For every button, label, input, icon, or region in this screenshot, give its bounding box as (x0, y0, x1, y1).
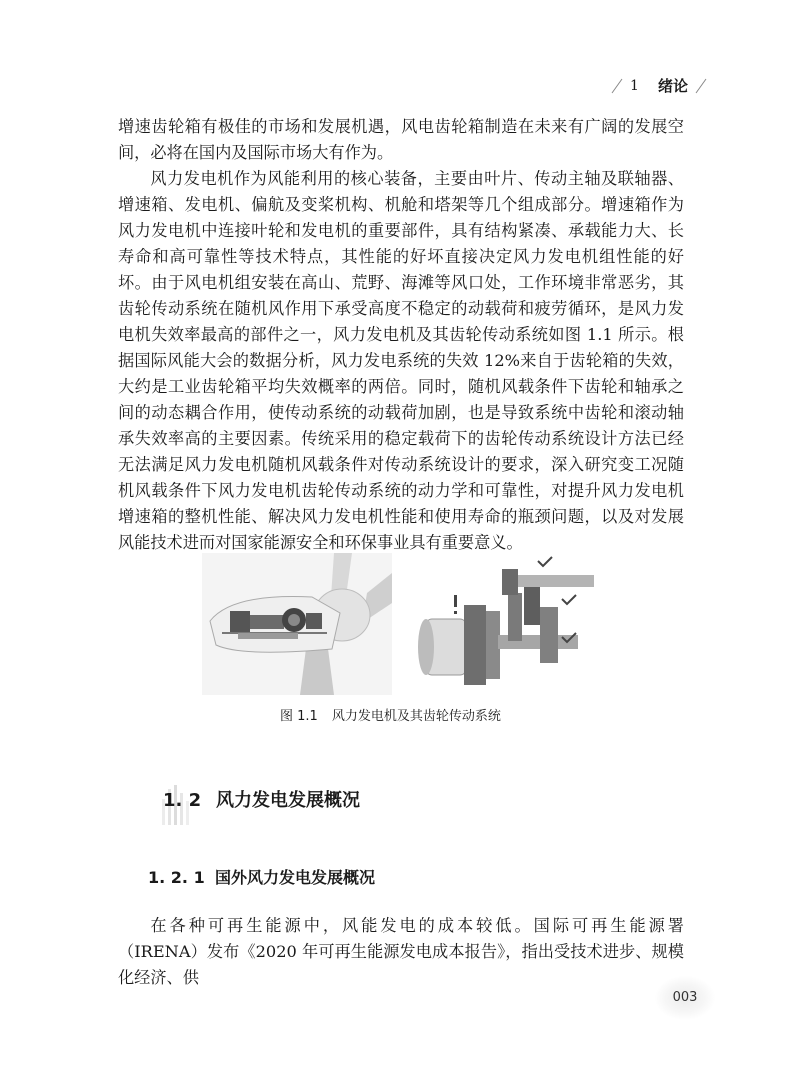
subsection-title: 国外风力发电发展概况 (215, 868, 376, 887)
gear-transmission-icon (412, 555, 602, 693)
chapter-number: 1 (630, 78, 639, 94)
figure-caption (280, 708, 580, 726)
wind-turbine-nacelle-icon (202, 553, 392, 695)
paragraph: 在各种可再生能源中，风能发电的成本较低。国际可再生能源署（IRENA）发布《2020 年可再生能源发电成本报告》，指出受技术进步、规模化经济、供 (118, 916, 684, 987)
paragraph: 风力发电机作为风能利用的核心装备，主要由叶片、传动主轴及联轴器、增速箱、发电机、偏航及变桨机构、机舱和塔架等几个组成部分。增速箱作为风力发电机中连接叶轮和发电机的重要部件，具有结构紧凑、承载能力大、长寿命和高可靠性等技术特点，其性能的好坏直接决定风力发电机组性能的好坏。由于风电机组安装在高山、荒野、海滩等风口处，工作环境非常恶劣，其齿轮传动系统在随机风作用下承受高度不稳定的动载荷和疲劳循环，是风力发电机失效率最高的部件之一，风力发电机及其齿轮传动系统如图 1.1 所示。根据国际风能大会的数据分析，风力发电系统的失效 12%来自于齿轮箱的失效，大约是工业齿轮箱平均失效概率的两倍。同时，随机风载条件下齿轮和轴承之间的动态耦合作用，使传动系统的动载荷加剧，也是导致系统中齿轮和滚动轴承失效率高的主要因素。传统采用的稳定载荷下的齿轮传动系统设计方法已经无法满足风力发电机随机风载条件对传动系统设计的要求，深入研究变工况随机风载条件下风力发电机齿轮传动系统的动力学和可靠性，对提升风力发电机增速箱的整机性能、解决风力发电机性能和使用寿命的瓶颈问题，以及对发展风能技术进而对国家能源安全和环保事业具有重要意义。 (118, 169, 684, 552)
section-number: 1. 2 (163, 790, 202, 811)
section-heading (130, 785, 530, 825)
paragraph: 增速齿轮箱有极佳的市场和发展机遇，风电齿轮箱制造在未来有广阔的发展空间，必将在国内及国际市场大有作为。 (118, 117, 684, 162)
chapter-title: 绪论 (658, 77, 689, 95)
slash-decoration-icon (610, 78, 624, 94)
section-title: 风力发电发展概况 (216, 790, 360, 811)
running-header (610, 76, 720, 98)
figure-caption-text: 风力发电机及其齿轮传动系统 (331, 709, 501, 724)
subsection-heading (148, 866, 548, 892)
subsection-number: 1. 2. 1 (148, 868, 205, 887)
page-number: 003 (672, 990, 698, 1005)
slash-decoration-icon (694, 78, 708, 94)
figure-1-1 (202, 553, 602, 695)
figure-number: 图 1.1 (280, 709, 318, 724)
